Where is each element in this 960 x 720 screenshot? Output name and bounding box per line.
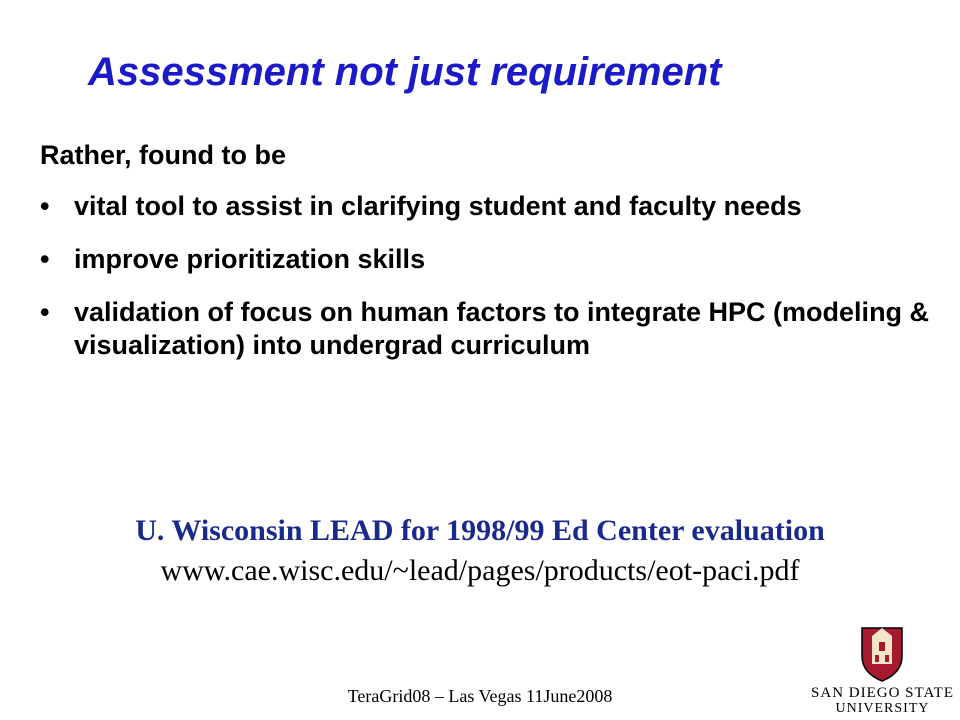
bullet-text: vital tool to assist in clarifying student and faculty needs bbox=[74, 191, 802, 221]
university-logo bbox=[810, 624, 955, 716]
bullet-icon: • bbox=[40, 297, 50, 327]
bullet-icon: • bbox=[40, 244, 50, 274]
bullet-icon: • bbox=[40, 191, 50, 221]
university-seal-icon bbox=[858, 624, 906, 682]
logo-text-line1: SAN DIEGO STATE bbox=[811, 685, 954, 701]
bullet-text: improve prioritization skills bbox=[74, 244, 426, 274]
bullet-list bbox=[40, 190, 950, 382]
logo-text-line2: UNIVERSITY bbox=[835, 701, 930, 716]
citation-url[interactable]: www.cae.wisc.edu/~lead/pages/products/eot-paci.pdf bbox=[160, 554, 800, 587]
citation-title: U. Wisconsin LEAD for 1998/99 Ed Center evaluation bbox=[135, 514, 825, 547]
bullet-item bbox=[40, 296, 950, 362]
footer-text: TeraGrid08 – Las Vegas 11June2008 bbox=[347, 686, 613, 706]
citation bbox=[0, 514, 960, 588]
bullet-item bbox=[40, 243, 950, 276]
bullet-text: validation of focus on human factors to integrate HPC (modeling & visualization) into undergrad curriculum bbox=[74, 297, 930, 360]
slide-title: Assessment not just requirement bbox=[88, 50, 722, 94]
intro-text: Rather, found to be bbox=[40, 140, 286, 170]
bullet-item bbox=[40, 190, 950, 223]
